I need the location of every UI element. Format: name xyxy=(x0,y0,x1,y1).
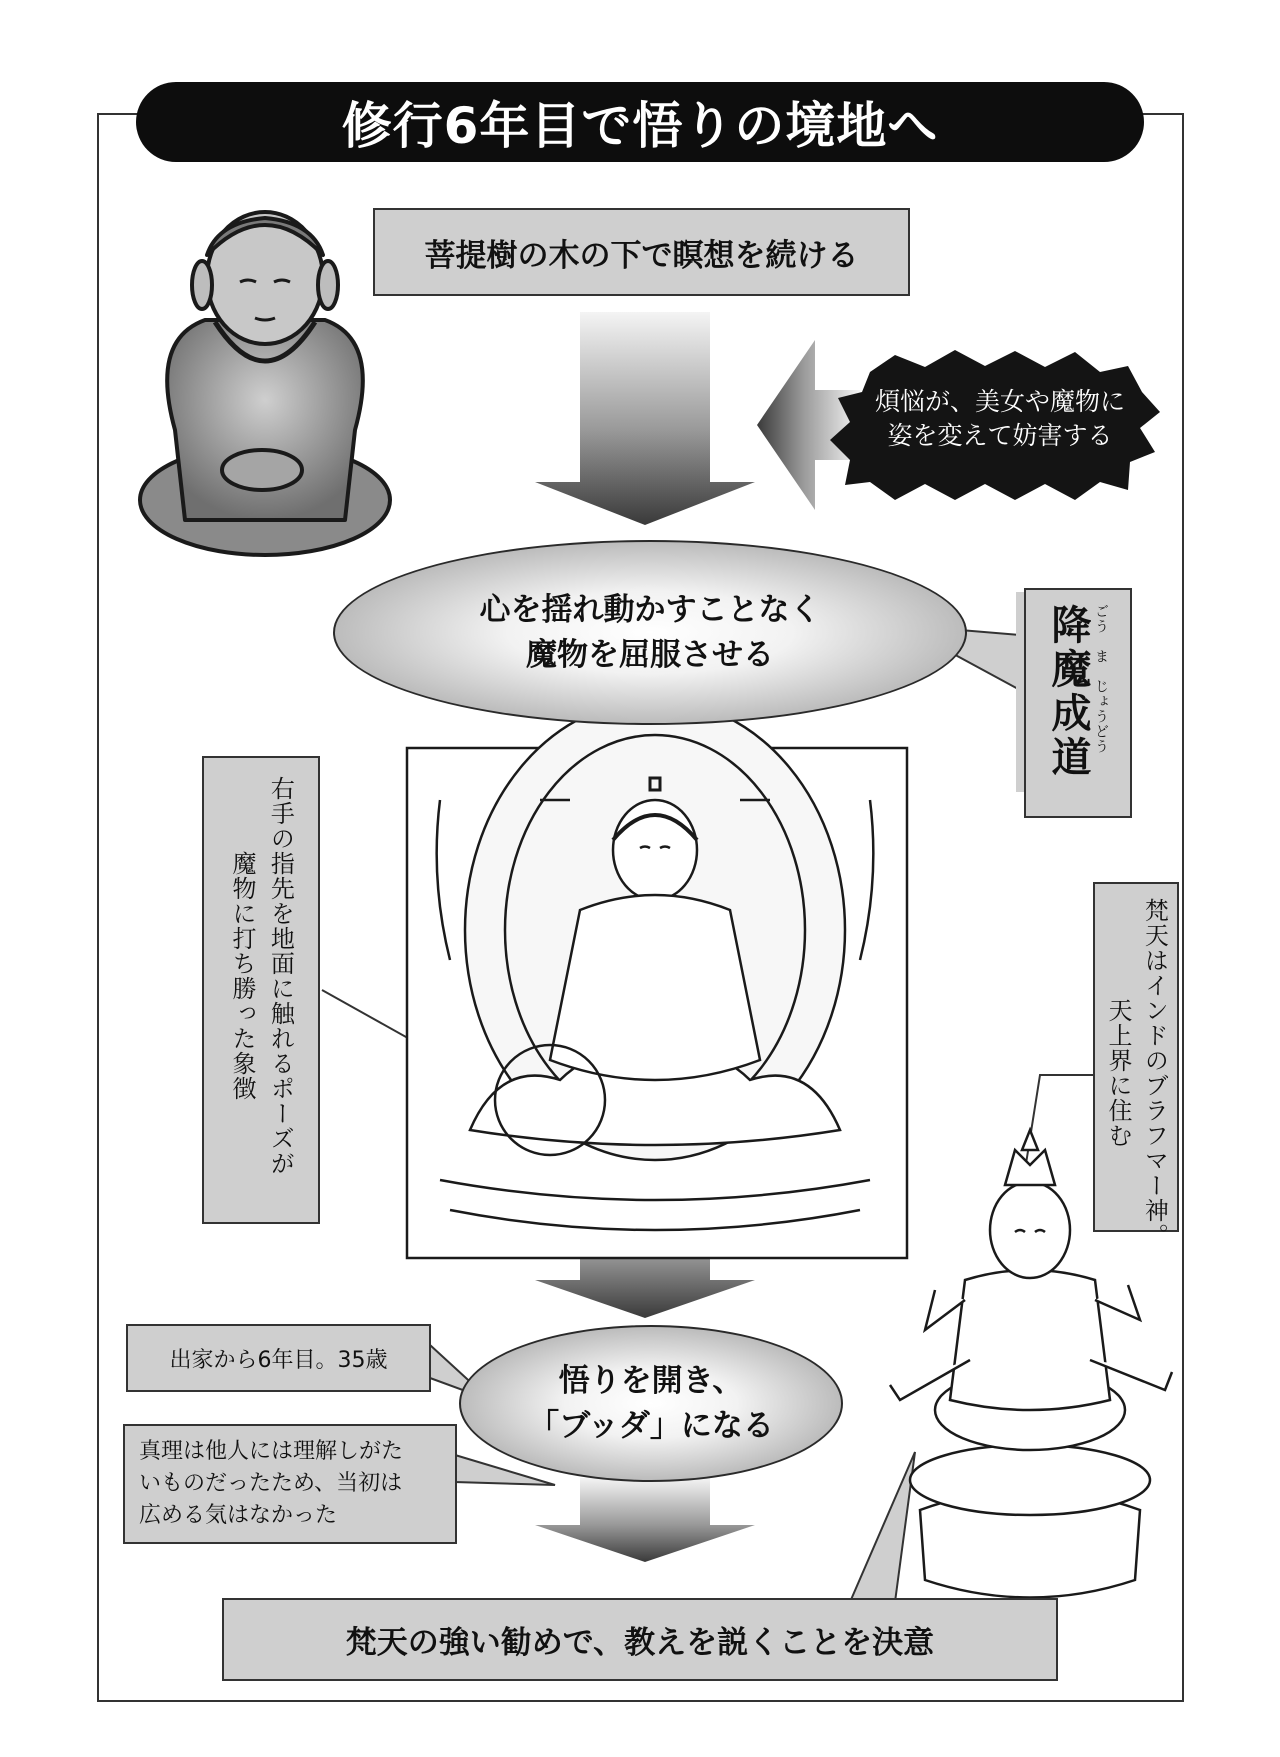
gouma-term: 降魔成道 xyxy=(1045,604,1091,780)
bottom-pointer xyxy=(850,1452,915,1602)
gouma-box xyxy=(1024,588,1132,818)
step-1-text: 菩提樹の木の下で瞑想を続ける xyxy=(424,237,859,274)
left-arrow-bonno xyxy=(757,340,860,510)
step-3-ellipse xyxy=(459,1325,843,1482)
right-hand-col-2: 魔物に打ち勝った象徴 xyxy=(228,851,256,1101)
right-hand-col-1: 右手の指先を地面に触れるポーズが xyxy=(266,776,295,1176)
gouma-reading: ごう ま じょうどう xyxy=(1093,604,1109,754)
step-4-box xyxy=(222,1598,1058,1681)
age-text: 出家から6年目。35歳 xyxy=(169,1347,388,1373)
step-2-ellipse xyxy=(333,540,967,725)
buddha-earth-touching-icon xyxy=(407,700,907,1258)
bonten-col-1: 梵天はインドのブラフマー神。 xyxy=(1140,898,1169,1248)
bonno-line-1: 煩悩が、美女や魔物に xyxy=(874,387,1125,416)
bonno-line-2: 姿を変えて妨害する xyxy=(887,420,1113,450)
truth-line-3: 広める気はなかった xyxy=(139,1502,338,1528)
bonten-col-2: 天上界に住む xyxy=(1104,998,1132,1148)
bonno-callout xyxy=(865,385,1135,453)
step-1-box xyxy=(373,208,910,296)
right-hand-box xyxy=(202,756,320,1224)
step-4-text: 梵天の強い勧めで、教えを説くことを決意 xyxy=(345,1625,935,1661)
step-2-line-2: 魔物を屈服させる xyxy=(526,636,774,673)
down-arrow-3 xyxy=(535,1478,755,1562)
bonten-box xyxy=(1093,882,1179,1248)
truth-line-1: 真理は他人には理解しがた xyxy=(139,1439,404,1465)
truth-line-2: いものだったため、当初は xyxy=(139,1471,403,1497)
truth-box xyxy=(123,1424,457,1544)
age-box xyxy=(126,1324,431,1392)
step-3-line-1: 悟りを開き、 xyxy=(558,1362,744,1399)
step-2-line-1: 心を揺れ動かすことなく xyxy=(479,591,821,628)
step-3-line-2: 「ブッダ」になる xyxy=(528,1407,774,1444)
down-arrow-1 xyxy=(535,312,755,525)
bonten-leader xyxy=(1025,1075,1093,1170)
page-title: 修行6年目で悟りの境地へ xyxy=(341,97,939,155)
seated-buddha-icon xyxy=(140,212,390,555)
